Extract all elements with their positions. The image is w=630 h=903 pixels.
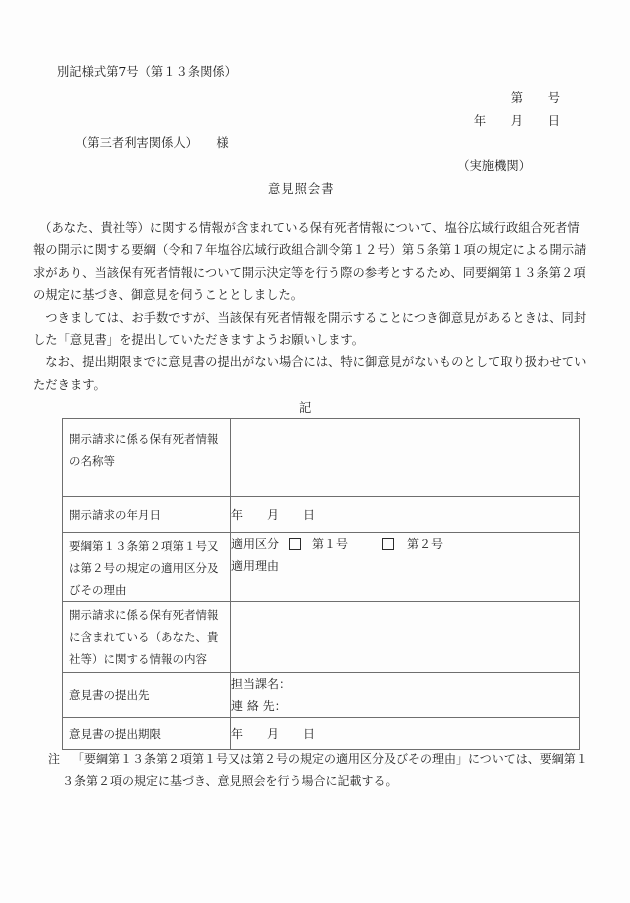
paragraph1-line: （あなた、貴社等）に関する情報が含まれている保有死者情報について、塩谷広域行政組合死者情 bbox=[33, 221, 580, 235]
row6-value-cell: 年 月 日 bbox=[231, 718, 580, 750]
row3-label-cell bbox=[63, 533, 231, 602]
contact-phone-line: 連 絡 先： bbox=[231, 699, 287, 713]
row2-label-cell: 開示請求の年月日 bbox=[63, 497, 231, 533]
form-style-number: 別記様式第7号（第１３条関係） bbox=[57, 65, 237, 79]
apply-category-line bbox=[231, 533, 579, 555]
document-title: 意見照会書 bbox=[268, 182, 335, 196]
table-row-information-content bbox=[63, 602, 580, 673]
paragraph2-line: した「意見書」を提出していただきますようお願いします。 bbox=[33, 333, 365, 348]
paragraph1-line: 求があり、当該保有死者情報について開示決定等を行う際の参考とするため、同要綱第１３条第２項 bbox=[33, 265, 586, 280]
option-no2-label: 第２号 bbox=[407, 537, 444, 551]
label-line: は第２号の規定の適用区分及 bbox=[69, 561, 219, 575]
row1-value-cell-empty bbox=[231, 419, 580, 497]
document-number-line: 第 号 bbox=[510, 91, 560, 105]
apply-category-label: 適用区分 bbox=[231, 537, 280, 551]
checkbox-no2-icon[interactable] bbox=[382, 538, 394, 550]
contact-division-line: 担当課名： bbox=[231, 677, 292, 691]
body-text-block bbox=[33, 217, 598, 396]
row4-label-cell bbox=[63, 602, 231, 673]
row3-value-cell bbox=[231, 533, 580, 602]
row6-label-cell: 意見書の提出期限 bbox=[63, 718, 231, 750]
table-row-request-date bbox=[63, 497, 580, 533]
label-line: に含まれている（あなた、貴 bbox=[69, 630, 219, 644]
checkbox-no1-icon[interactable] bbox=[289, 538, 301, 550]
inquiry-table bbox=[62, 418, 580, 750]
row1-label-cell bbox=[63, 419, 231, 497]
label-line: 社等）に関する情報の内容 bbox=[69, 652, 207, 666]
table-row-submission-destination bbox=[63, 673, 580, 718]
label-line: 開示請求に係る保有死者情報 bbox=[69, 608, 219, 622]
apply-reason-label: 適用理由 bbox=[231, 559, 280, 573]
label-line: 要綱第１３条第２項第１号又 bbox=[69, 539, 219, 553]
label-line: 開示請求に係る保有死者情報 bbox=[69, 432, 219, 446]
table-row-submission-deadline bbox=[63, 718, 580, 750]
document-date-line: 年 月 日 bbox=[473, 114, 560, 128]
issuer-line: （実施機関） bbox=[457, 159, 531, 173]
row5-value-cell bbox=[231, 673, 580, 718]
paragraph3-line: ただきます。 bbox=[33, 377, 106, 392]
label-line: びその理由 bbox=[69, 583, 127, 597]
row5-label-cell: 意見書の提出先 bbox=[63, 673, 231, 718]
row2-value-cell: 年 月 日 bbox=[231, 497, 580, 533]
note-line: ３条第２項の規定に基づき、意見照会を行う場合に記載する。 bbox=[62, 774, 398, 788]
row4-value-cell-empty bbox=[231, 602, 580, 673]
note-marker: 注 bbox=[48, 752, 61, 766]
addressee-line: （第三者利害関係人） 様 bbox=[75, 136, 229, 150]
paragraph1-line: 報の開示に関する要綱（令和７年塩谷広域行政組合訓令第１２号）第５条第１項の規定による開示請 bbox=[33, 243, 587, 258]
paragraph2-line: つきましては、お手数ですが、当該保有死者情報を開示することにつき御意見があるときは、同封 bbox=[33, 310, 587, 325]
option-no1-label: 第１号 bbox=[312, 537, 349, 551]
note-line: 「要綱第１３条第２項第１号又は第２号の規定の適用区分及びその理由」については、要綱第１ bbox=[72, 752, 588, 766]
paragraph1-line: の規定に基づき、御意見を伺うこととしました。 bbox=[33, 288, 304, 303]
table-row-apply-category bbox=[63, 533, 580, 602]
paragraph3-line: なお、提出期限までに意見書の提出がない場合には、特に御意見がないものとして取り扱わせてい bbox=[33, 355, 587, 370]
ki-separator-marker: 記 bbox=[299, 401, 312, 415]
table-row-information-name bbox=[63, 419, 580, 497]
label-line: の名称等 bbox=[69, 454, 115, 468]
